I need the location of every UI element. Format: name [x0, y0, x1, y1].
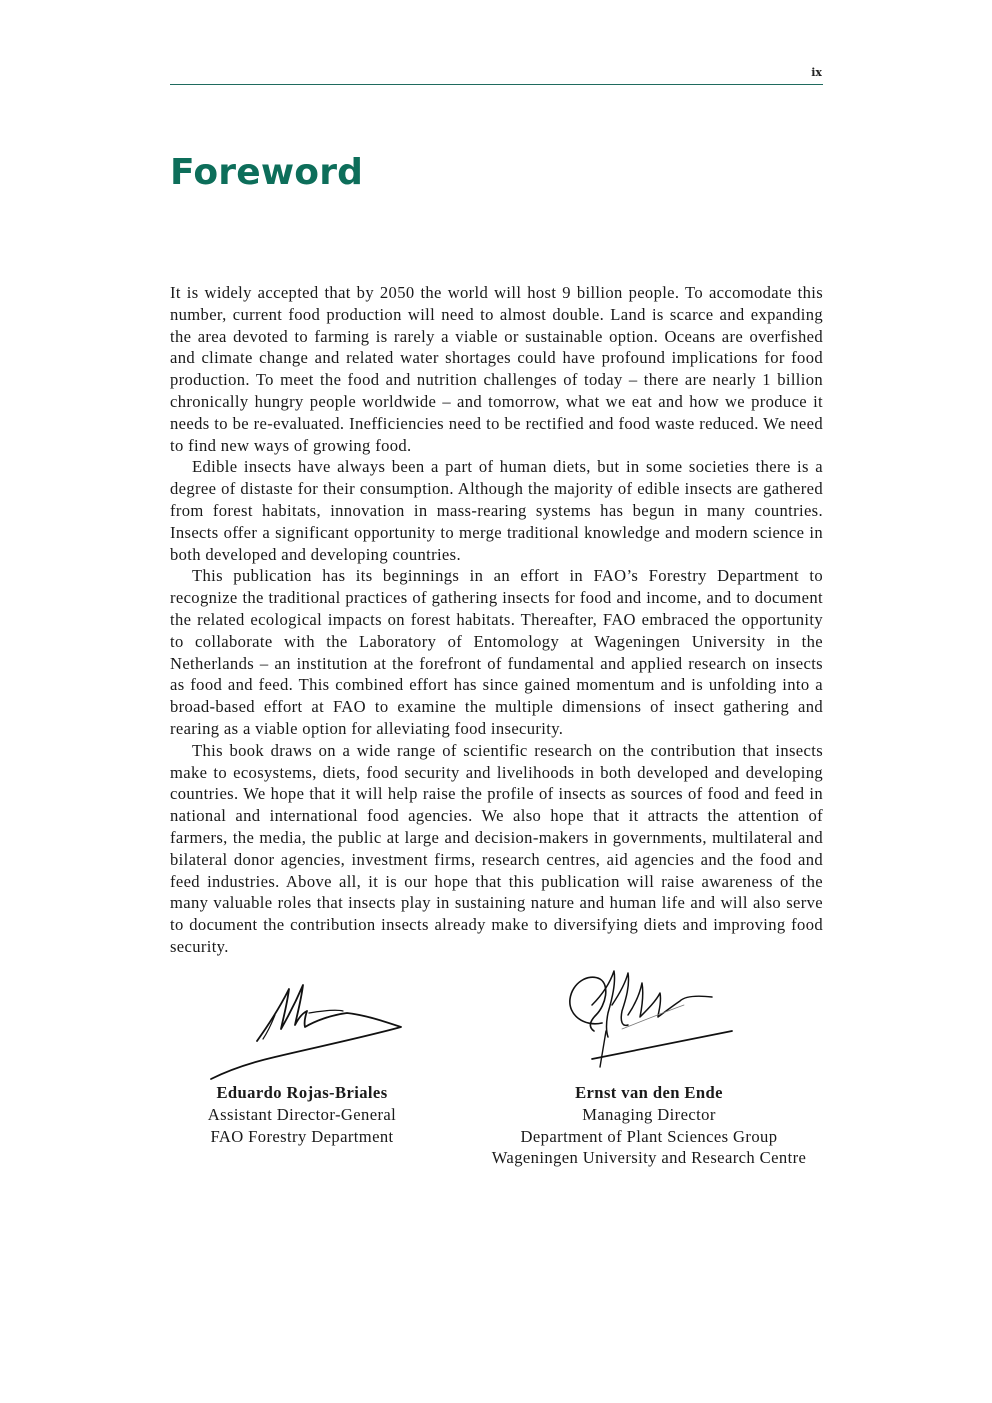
- header-rule: [170, 84, 823, 85]
- signatory-name: Ernst van den Ende: [575, 1083, 723, 1102]
- paragraph-2: Edible insects have always been a part of human diets, but in some societies there is a degree of distaste for their consumption. Although the majority of edible insects are gathered from forest habitats, innovation in mass-rearing systems has begun in many countries. Insects offer a significant opportunity to merge traditional knowledge and modern science in both developed and developing countries.: [170, 457, 823, 564]
- signatory-role: Assistant Director-General: [207, 1104, 397, 1124]
- signature-van-den-ende: [562, 965, 742, 1075]
- signatory-role: Managing Director: [582, 1104, 716, 1124]
- paragraph-4: This book draws on a wide range of scientific research on the contribution that insects make to ecosystems, diets, food security and livelihoods in both developed and developing countries. We hope that it will help raise the profile of insects as sources of food and feed in national and international food agencies. We also hope that it attracts the attention of farmers, the media, the public at large and decision-makers in governments, multilateral and bilateral donor agencies, investment firms, research centres, aid agencies and the food and feed industries. Above all, it is our hope that this publication will raise awareness of the many valuable roles that insects play in sustaining nature and human life and will also serve to document the contribution insects already make to diversifying diets and improving food security.: [170, 740, 823, 956]
- paragraph-1: It is widely accepted that by 2050 the world will host 9 billion people. To accomodate this number, current food production will need to almost double. Land is scarce and expanding the area devoted to farming is rarely a viable or sustainable option. Oceans are overfished and climate change and related water shortages could have profound implications for food production. To meet the food and nutrition challenges of today – there are nearly 1 billion chronically hungry people worldwide – and tomorrow, what we eat and how we produce it needs to be re-evaluated. Inefficiencies need to be rectified and food waste reduced. We need to find new ways of growing food.: [170, 283, 823, 455]
- signatory-block-right: [470, 1082, 828, 1169]
- signature-rojas-briales: [205, 975, 410, 1085]
- signatory-organization: Department of Plant Sciences Group: [520, 1126, 778, 1146]
- page-number: ix: [811, 66, 822, 79]
- signatory-name: Eduardo Rojas-Briales: [216, 1083, 388, 1102]
- paragraph-3: This publication has its beginnings in an effort in FAO’s Forestry Department to recognize the traditional practices of gathering insects for food and income, and to document the related ecological impacts on forest habitats. Thereafter, FAO embraced the opportunity to collaborate with the Laboratory of Entomology at Wageningen University in the Netherlands – an institution at the forefront of fundamental and applied research on insects as food and feed. This combined effort has since gained momentum and is unfolding into a broad-based effort at FAO to examine the multiple dimensions of insect gathering and rearing as a viable option for alleviating food insecurity.: [170, 566, 823, 738]
- page-title: Foreword: [170, 152, 364, 193]
- foreword-body: [170, 282, 823, 958]
- signatory-institution: Wageningen University and Research Centre: [491, 1148, 807, 1168]
- signatory-block-left: [172, 1082, 432, 1147]
- signatory-organization: FAO Forestry Department: [210, 1126, 394, 1146]
